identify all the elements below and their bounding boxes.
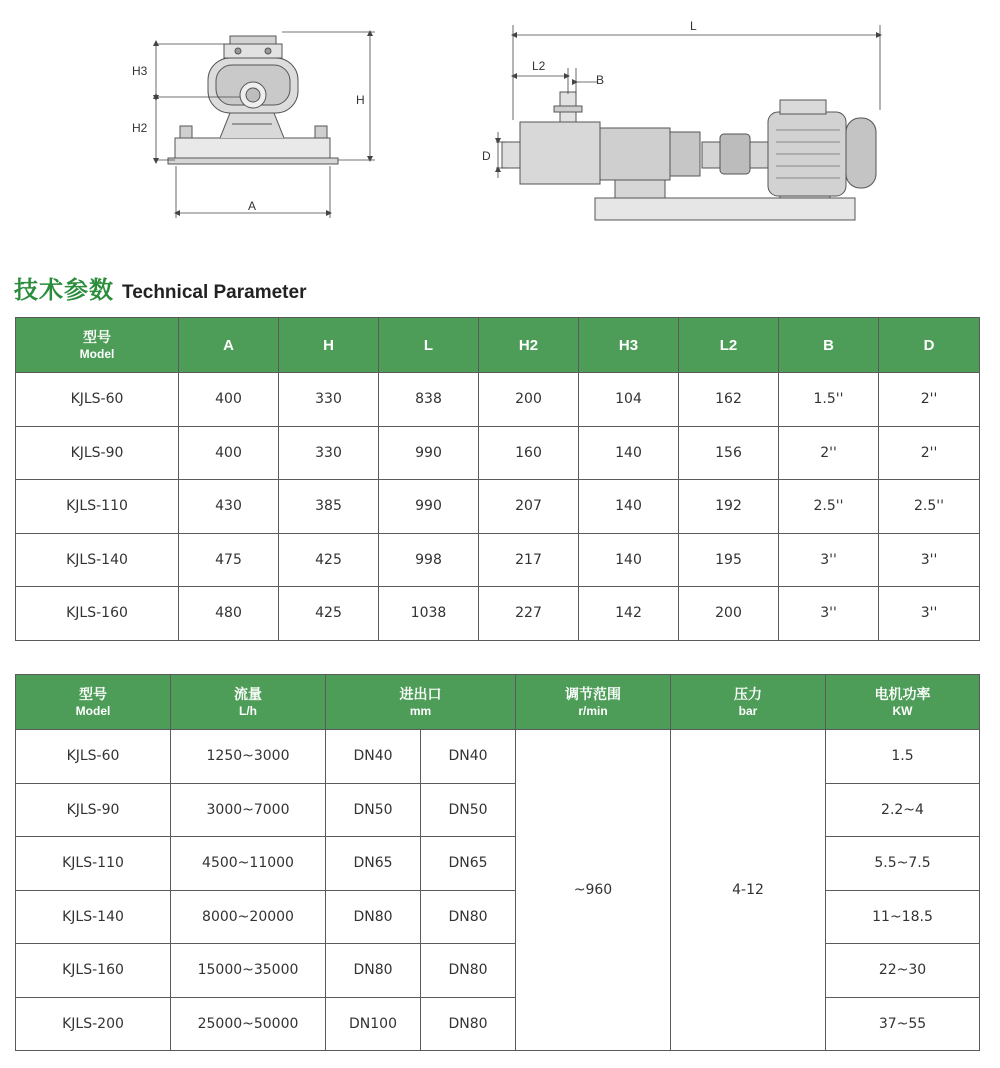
header-model — [16, 675, 171, 730]
cell-outlet: DN65 — [421, 837, 516, 891]
cell-inlet: DN100 — [326, 997, 421, 1051]
header-inlet-outlet-cn: 进出口 — [399, 686, 442, 703]
dim-label-h3: H3 — [132, 64, 148, 78]
header-h2: H2 — [479, 318, 579, 373]
cell-model: KJLS-160 — [16, 944, 171, 998]
header-inlet-outlet-en: mm — [409, 703, 432, 718]
table-row — [16, 426, 980, 480]
cell-outlet: DN80 — [421, 890, 516, 944]
dim-label-d: D — [482, 149, 491, 163]
cell-model: KJLS-200 — [16, 997, 171, 1051]
section-title — [14, 270, 306, 306]
table-row — [16, 533, 980, 587]
cell-power: 5.5~7.5 — [826, 837, 980, 891]
cell-speed-range: ~960 — [516, 730, 671, 1051]
cell-model: KJLS-60 — [16, 730, 171, 784]
pump-front-view-drawing — [120, 20, 390, 225]
cell-inlet: DN50 — [326, 783, 421, 837]
table-row — [16, 480, 980, 534]
table-row — [16, 837, 980, 891]
cell-flow: 25000~50000 — [171, 997, 326, 1051]
dim-label-h: H — [356, 93, 365, 107]
header-speed-range-cn: 调节范围 — [565, 686, 621, 703]
cell-inlet: DN65 — [326, 837, 421, 891]
cell-l2: 156 — [679, 426, 779, 480]
header-model — [16, 318, 179, 373]
cell-flow: 15000~35000 — [171, 944, 326, 998]
cell-d: 2'' — [879, 373, 980, 427]
cell-outlet: DN80 — [421, 944, 516, 998]
pump-side-view-drawing — [480, 10, 890, 230]
dimensions-table — [15, 317, 980, 641]
cell-h3: 142 — [579, 587, 679, 641]
header-flow — [171, 675, 326, 730]
header-motor-power — [826, 675, 980, 730]
cell-b: 1.5'' — [779, 373, 879, 427]
cell-flow: 1250~3000 — [171, 730, 326, 784]
header-motor-power-cn: 电机功率 — [874, 686, 931, 703]
cell-model: KJLS-110 — [16, 837, 171, 891]
header-pressure-en: bar — [738, 703, 758, 718]
cell-h2: 217 — [479, 533, 579, 587]
cell-model: KJLS-160 — [16, 587, 179, 641]
cell-power: 22~30 — [826, 944, 980, 998]
cell-b: 2.5'' — [779, 480, 879, 534]
cell-a: 430 — [179, 480, 279, 534]
cell-inlet: DN80 — [326, 944, 421, 998]
cell-h2: 200 — [479, 373, 579, 427]
cell-h2: 227 — [479, 587, 579, 641]
table-row — [16, 783, 980, 837]
cell-l: 838 — [379, 373, 479, 427]
cell-outlet: DN80 — [421, 997, 516, 1051]
cell-a: 480 — [179, 587, 279, 641]
table-row — [16, 997, 980, 1051]
header-pressure-cn: 压力 — [734, 686, 762, 703]
header-inlet-outlet — [326, 675, 516, 730]
cell-h2: 207 — [479, 480, 579, 534]
header-speed-range-en: r/min — [578, 703, 608, 718]
cell-a: 400 — [179, 426, 279, 480]
cell-flow: 3000~7000 — [171, 783, 326, 837]
performance-table — [15, 674, 980, 1051]
performance-header-row — [16, 675, 980, 730]
table-row — [16, 890, 980, 944]
header-model-en: Model — [75, 703, 111, 718]
table-row — [16, 730, 980, 784]
cell-l2: 192 — [679, 480, 779, 534]
header-model-cn: 型号 — [83, 329, 111, 346]
table-row — [16, 587, 980, 641]
header-l: L — [379, 318, 479, 373]
header-a: A — [179, 318, 279, 373]
cell-d: 2'' — [879, 426, 980, 480]
header-b: B — [779, 318, 879, 373]
cell-model: KJLS-140 — [16, 533, 179, 587]
header-pressure — [671, 675, 826, 730]
header-flow-cn: 流量 — [234, 686, 262, 703]
cell-power: 37~55 — [826, 997, 980, 1051]
cell-model: KJLS-60 — [16, 373, 179, 427]
cell-outlet: DN50 — [421, 783, 516, 837]
cell-d: 3'' — [879, 533, 980, 587]
cell-l2: 162 — [679, 373, 779, 427]
cell-model: KJLS-90 — [16, 426, 179, 480]
dim-label-l: L — [690, 19, 697, 33]
cell-b: 3'' — [779, 587, 879, 641]
cell-flow: 8000~20000 — [171, 890, 326, 944]
cell-b: 3'' — [779, 533, 879, 587]
section-title-cn: 技术参数 — [14, 276, 114, 304]
cell-flow: 4500~11000 — [171, 837, 326, 891]
cell-h3: 140 — [579, 533, 679, 587]
cell-h3: 104 — [579, 373, 679, 427]
cell-h: 385 — [279, 480, 379, 534]
cell-model: KJLS-110 — [16, 480, 179, 534]
cell-inlet: DN40 — [326, 730, 421, 784]
cell-h2: 160 — [479, 426, 579, 480]
cell-d: 3'' — [879, 587, 980, 641]
section-title-en: Technical Parameter — [122, 282, 307, 303]
cell-h: 425 — [279, 587, 379, 641]
cell-l: 1038 — [379, 587, 479, 641]
dim-label-l2: L2 — [532, 59, 546, 73]
cell-power: 11~18.5 — [826, 890, 980, 944]
header-d: D — [879, 318, 980, 373]
header-motor-power-en: KW — [892, 703, 913, 718]
cell-power: 2.2~4 — [826, 783, 980, 837]
header-h3: H3 — [579, 318, 679, 373]
cell-l2: 195 — [679, 533, 779, 587]
cell-h: 330 — [279, 426, 379, 480]
cell-power: 1.5 — [826, 730, 980, 784]
dim-label-a: A — [248, 199, 257, 213]
cell-outlet: DN40 — [421, 730, 516, 784]
table-row — [16, 944, 980, 998]
cell-l: 990 — [379, 480, 479, 534]
cell-l2: 200 — [679, 587, 779, 641]
header-model-cn: 型号 — [79, 686, 107, 703]
cell-l: 990 — [379, 426, 479, 480]
header-model-en: Model — [79, 346, 115, 361]
cell-l: 998 — [379, 533, 479, 587]
dim-label-h2: H2 — [132, 121, 148, 135]
dim-label-b: B — [596, 73, 605, 87]
cell-model: KJLS-90 — [16, 783, 171, 837]
cell-h: 425 — [279, 533, 379, 587]
cell-h: 330 — [279, 373, 379, 427]
cell-model: KJLS-140 — [16, 890, 171, 944]
header-speed-range — [516, 675, 671, 730]
cell-a: 475 — [179, 533, 279, 587]
cell-inlet: DN80 — [326, 890, 421, 944]
header-h: H — [279, 318, 379, 373]
cell-pressure: 4-12 — [671, 730, 826, 1051]
header-flow-en: L/h — [239, 703, 257, 718]
cell-h3: 140 — [579, 480, 679, 534]
cell-b: 2'' — [779, 426, 879, 480]
dimensions-header-row — [16, 318, 980, 373]
table-row — [16, 373, 980, 427]
cell-d: 2.5'' — [879, 480, 980, 534]
cell-h3: 140 — [579, 426, 679, 480]
cell-a: 400 — [179, 373, 279, 427]
header-l2: L2 — [679, 318, 779, 373]
